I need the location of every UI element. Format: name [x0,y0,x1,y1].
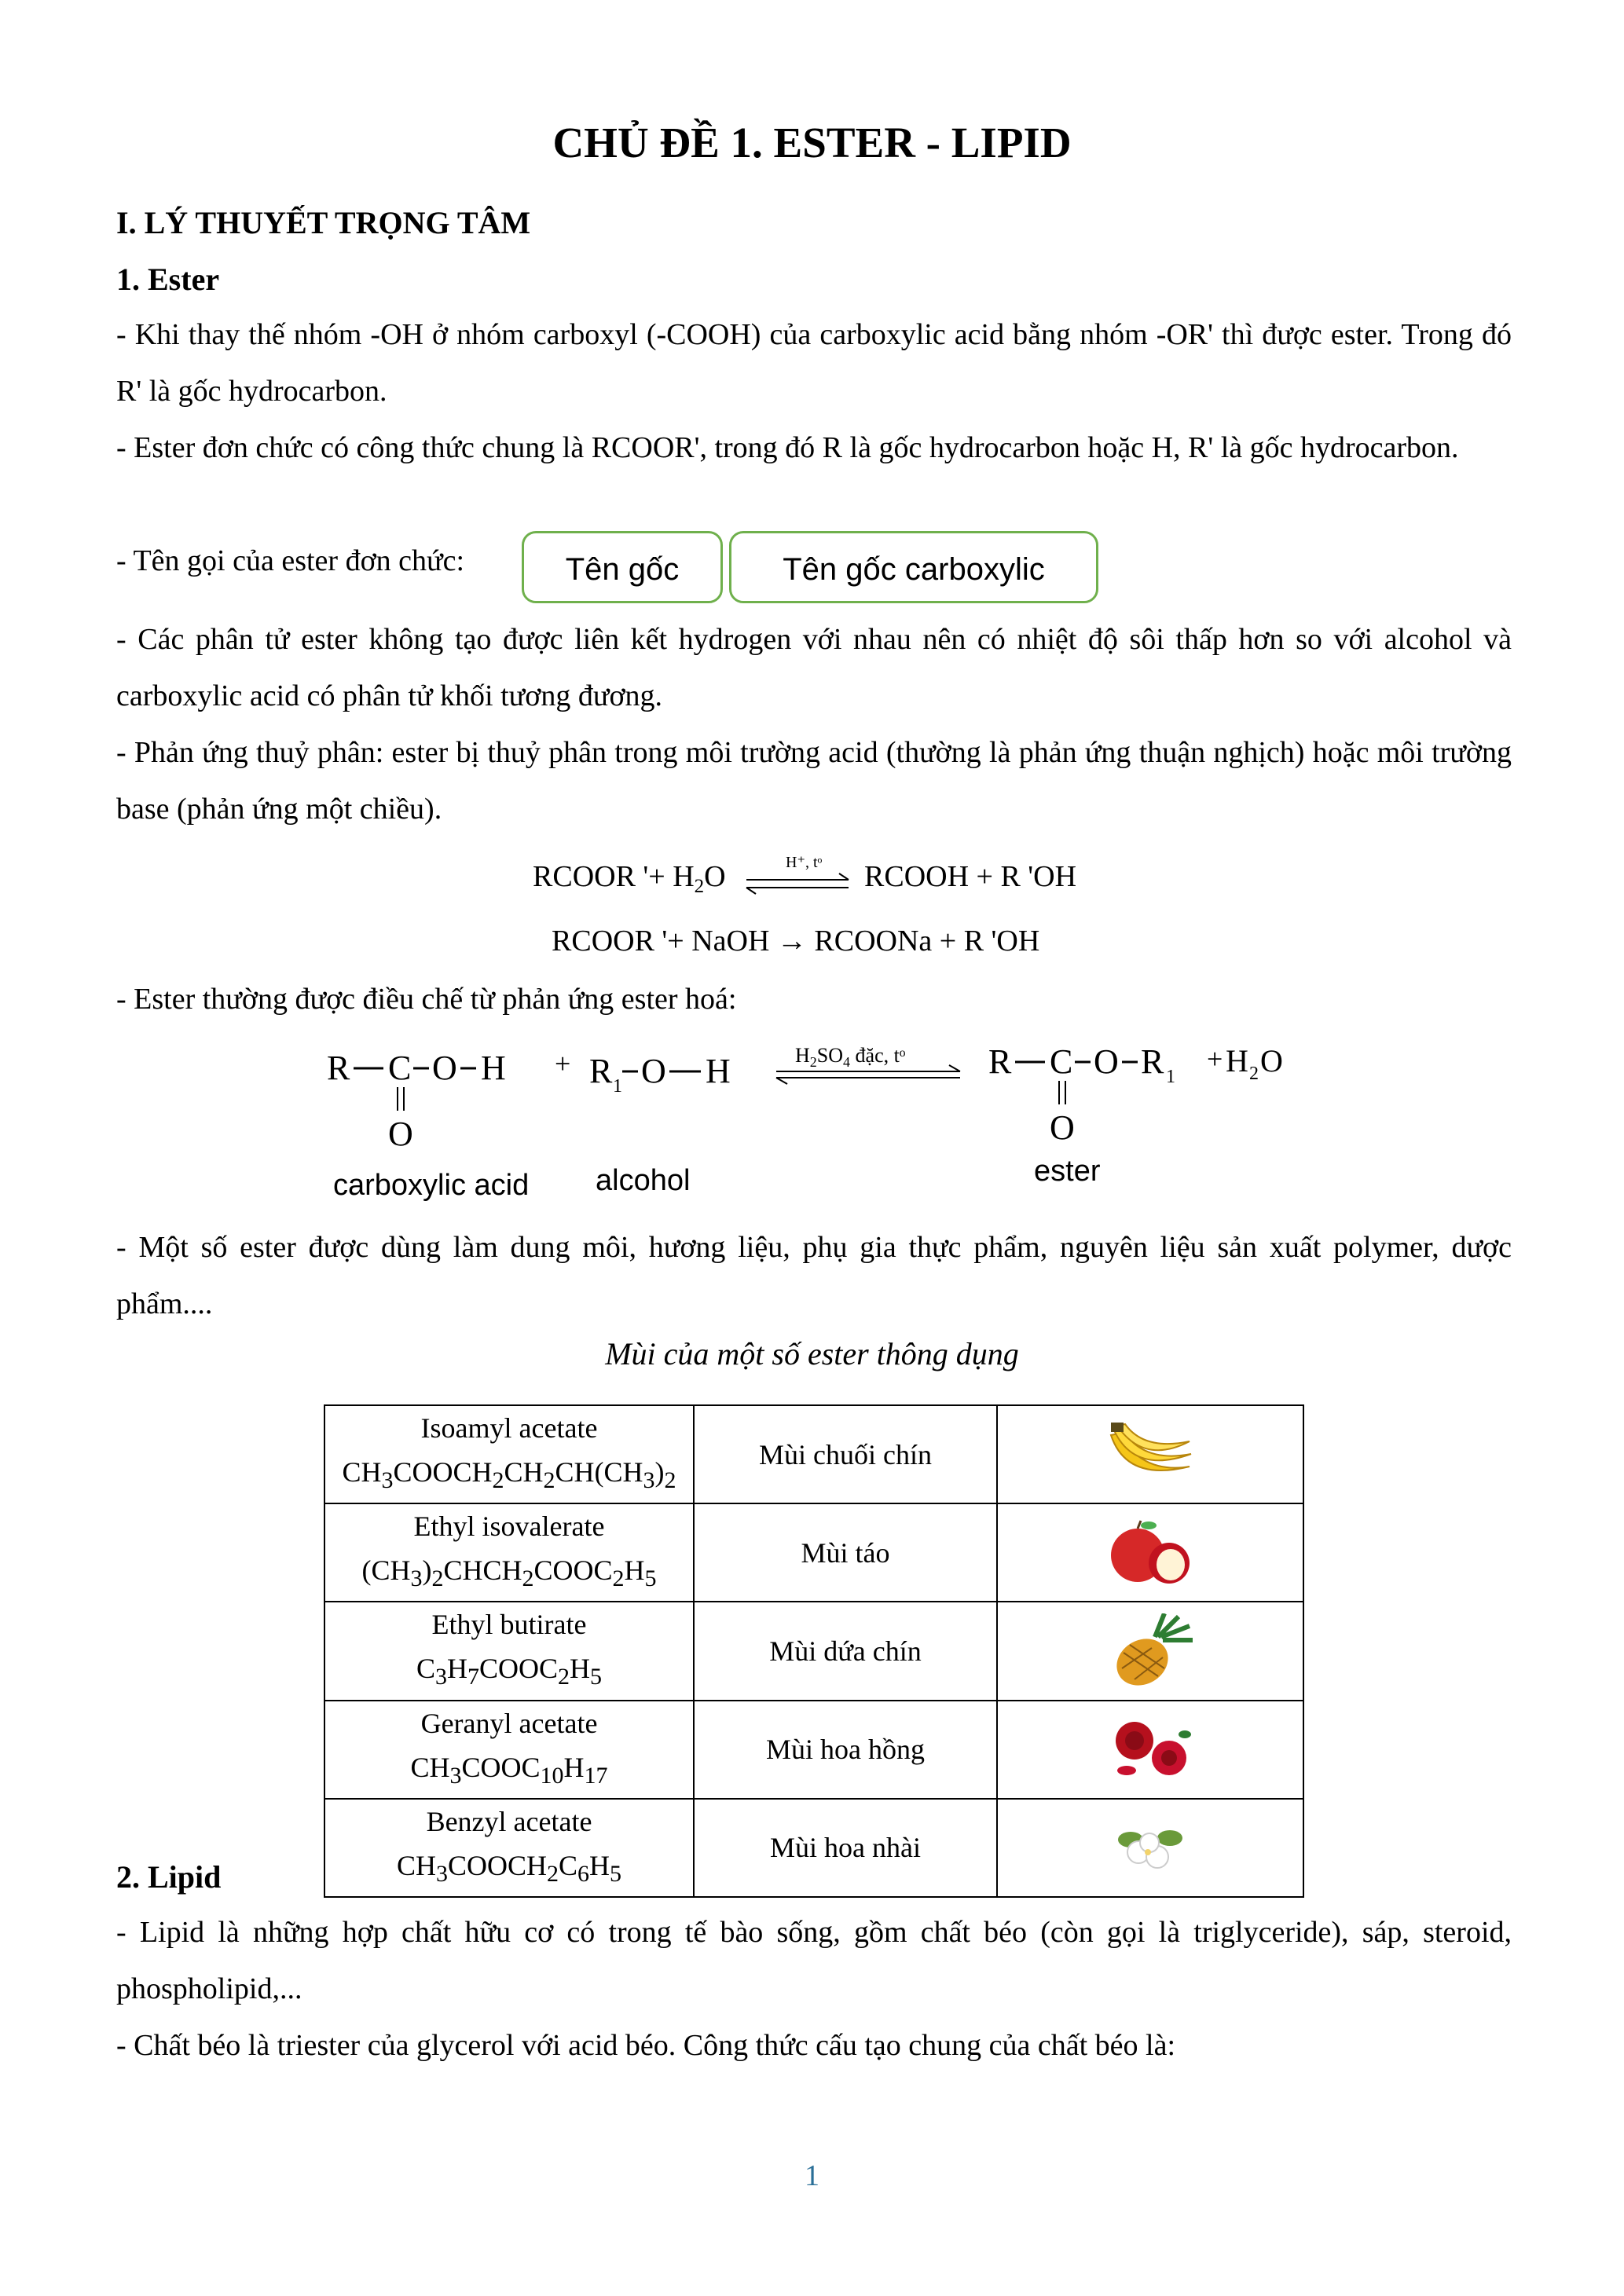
svg-text:O: O [1260,1043,1283,1078]
page-title: CHỦ ĐỀ 1. ESTER - LIPID [552,119,1072,167]
equilibrium-arrow-icon [776,1044,960,1084]
ester-odor-table [324,1404,1304,1898]
ester-name: Isoamyl acetate [420,1412,598,1444]
svg-text:R: R [327,1049,350,1087]
svg-text:R: R [589,1052,613,1090]
svg-text:O: O [432,1049,457,1087]
image-cell [997,1602,1303,1700]
ester-name-cell [324,1799,694,1897]
ester-name-cell [324,1405,694,1503]
ester-name: Geranyl acetate [420,1707,598,1739]
label-ester: ester [1034,1155,1101,1188]
pineapple-icon [1103,1613,1197,1689]
svg-text:C: C [1050,1042,1073,1081]
svg-text:C: C [388,1049,412,1087]
ester-name-cell [324,1701,694,1799]
smell-cell: Mùi dứa chín [694,1602,997,1700]
label-carboxylic-acid: carboxylic acid [333,1169,530,1202]
paragraph-lipid-definition: - Lipid là những hợp chất hữu cơ có trong tế bào sống, gồm chất béo (còn gọi là triglyceride), sáp, steroid, phospholipid,... [116,1916,1512,2005]
svg-text:+: + [555,1048,571,1079]
ester-name-cell [324,1602,694,1700]
image-cell [997,1799,1303,1897]
subheading-ester: 1. Ester [116,262,220,297]
svg-text:O: O [1050,1108,1075,1147]
paragraph-hydrolysis: - Phản ứng thuỷ phân: ester bị thuỷ phân trong môi trường acid (thường là phản ứng thuận nghịch) hoặc môi trường base (phản ứng một chiều). [116,736,1512,826]
svg-text:2: 2 [1249,1064,1259,1084]
banana-icon [1103,1419,1197,1490]
ester-name-cell [324,1503,694,1602]
svg-text:R: R [1141,1042,1164,1081]
svg-text:H: H [481,1049,506,1087]
ester-name: Ethyl isovalerate [413,1511,605,1543]
table-caption: Mùi của một số ester thông dụng [605,1336,1019,1371]
table-row [324,1701,1303,1799]
jasmine-icon [1107,1816,1193,1879]
table-row [324,1405,1303,1503]
image-cell [997,1503,1303,1602]
paragraph-esterification: - Ester thường được điều chế từ phản ứng ester hoá: [116,983,737,1016]
image-cell [997,1701,1303,1799]
reversible-arrow-icon [739,855,856,902]
smell-cell: Mùi táo [694,1503,997,1602]
page-number: 1 [805,2159,819,2192]
svg-text:O: O [1094,1042,1119,1081]
ester-formula: $C_3H_7COOC_2H_5$ [416,1653,603,1690]
label-alcohol: alcohol [596,1164,691,1197]
table-row [324,1602,1303,1700]
paragraph-ester-uses: - Một số ester được dùng làm dung môi, hương liệu, phụ gia thực phẩm, nguyên liệu sản xuất polymer, dược phẩm.... [116,1231,1512,1320]
svg-text:H: H [1226,1043,1248,1078]
equation-acid-hydrolysis [533,859,726,898]
paragraph-ester-definition: - Khi thay thế nhóm -OH ở nhóm carboxyl (-COOH) của carboxylic acid bằng nhóm -OR' thì được ester. Trong đó R' là gốc hydrocarbon. [116,318,1512,408]
paragraph-ester-formula: - Ester đơn chức có công thức chung là RCOOR', trong đó R là gốc hydrocarbon hoặc H, R' là gốc hydrocarbon. [116,431,1459,464]
svg-text:1: 1 [613,1076,622,1097]
svg-text:O: O [641,1052,666,1090]
equation-base-hydrolysis: RCOOR '+ NaOH → RCOONa + R 'OH [552,925,1040,958]
subheading-lipid: 2. Lipid [116,1859,222,1895]
ester-formula: $CH_3COOCH_2CH_2CH(CH_3)_2$ [342,1456,676,1494]
eq1-sub: 2 [694,876,705,897]
svg-text:H2SO4 đặc, tᵒ: $H_2SO_4$ đặc, tᵒ [795,1044,906,1070]
rose-icon [1103,1714,1197,1785]
eq1-left-tail: O [704,860,726,893]
svg-text:H: H [706,1052,731,1090]
ester-name: Benzyl acetate [426,1805,592,1837]
naming-box-alkyl: Tên gốc [522,531,723,603]
svg-text:O: O [388,1115,413,1153]
paragraph-fat-definition: - Chất béo là triester của glycerol với acid béo. Công thức cấu tạo chung của chất béo là: [116,2029,1176,2062]
naming-label: - Tên gọi của ester đơn chức: [116,544,465,577]
section-heading-theory: I. LÝ THUYẾT TRỌNG TÂM [116,205,531,240]
svg-text:1: 1 [1166,1067,1175,1087]
ester-name: Ethyl butirate [431,1609,587,1641]
naming-box-carboxylic: Tên gốc carboxylic [729,531,1098,603]
smell-cell: Mùi hoa nhài [694,1799,997,1897]
eq1-left: RCOOR '+ H [533,860,695,893]
svg-text:+: + [1207,1043,1223,1075]
image-cell [997,1405,1303,1503]
svg-text:H⁺, tᵒ: H⁺, tᵒ [786,855,823,871]
apple-icon [1103,1518,1197,1588]
smell-cell: Mùi chuối chín [694,1405,997,1503]
ester-formula: $(CH_3)_2CHCH_2COOC_2H_5$ [361,1554,657,1592]
svg-text:R: R [988,1042,1012,1081]
table-row [324,1799,1303,1897]
table-row [324,1503,1303,1602]
ester-formula: $CH_3COOC_{10}H_{17}$ [410,1751,608,1789]
paragraph-boiling-point: - Các phân tử ester không tạo được liên kết hydrogen với nhau nên có nhiệt độ sôi thấp hơn so với alcohol và carboxylic acid có phân tử khối tương đương. [116,623,1512,712]
eq1-right: RCOOH + R 'OH [864,860,1077,893]
smell-cell: Mùi hoa hồng [694,1701,997,1799]
ester-formula: $CH_3COOCH_2C_6H_5$ [396,1849,622,1887]
